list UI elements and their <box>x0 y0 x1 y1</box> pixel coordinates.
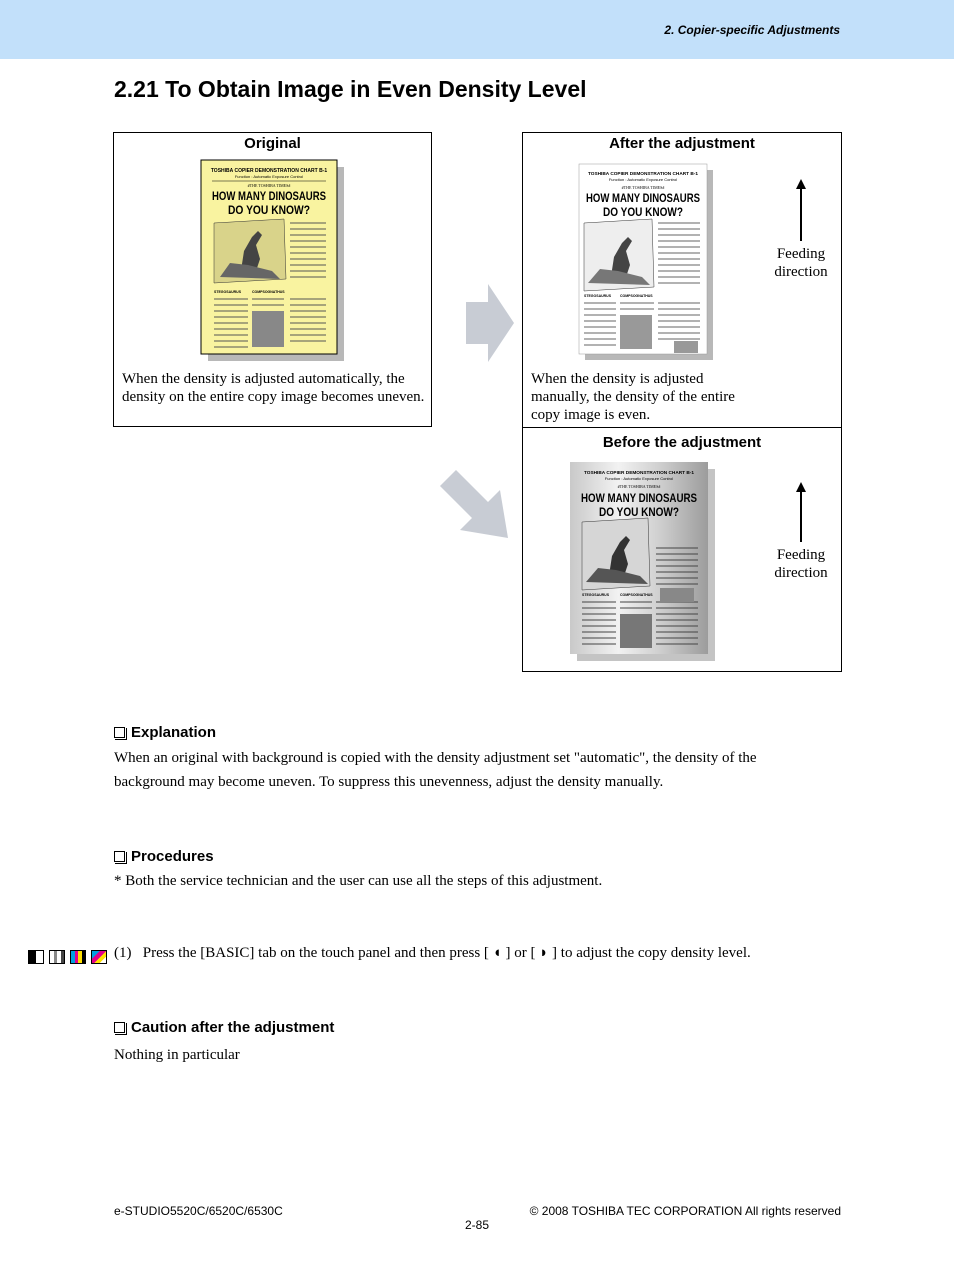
checkbox-bullet-icon <box>114 851 125 862</box>
explanation-heading <box>114 724 216 741</box>
footer-page-number: 2-85 <box>464 1218 490 1232</box>
diagonal-arrow-icon <box>440 470 510 540</box>
after-label: After the adjustment <box>609 135 755 152</box>
before-chart-col1: STEGOSAURUS <box>582 593 610 597</box>
section-header: 2. Copier-specific Adjustments <box>664 23 840 37</box>
before-document-image <box>570 462 716 662</box>
procedures-heading-text: Procedures <box>131 848 214 865</box>
after-chart-col1: STEGOSAURUS <box>584 294 612 298</box>
before-chart-line2: Function : Automatic Exposure Control <box>604 476 674 481</box>
chart-line3: #THE TOSHIBA TIMES# <box>247 183 291 188</box>
procedure-step-1 <box>114 941 834 965</box>
after-box <box>522 132 842 428</box>
page-title: 2.21 To Obtain Image in Even Density Level <box>114 76 587 102</box>
caution-heading-text: Caution after the adjustment <box>131 1019 335 1036</box>
after-chart-line1: TOSHIBA COPIER DEMONSTRATION CHART B-1 <box>588 171 699 176</box>
procedures-note: * Both the service technician and the user can use all the steps of this adjustment. <box>114 873 603 889</box>
original-label: Original <box>244 135 301 152</box>
procedures-heading <box>114 848 214 865</box>
before-box <box>522 427 842 672</box>
checkbox-bullet-icon <box>114 1022 125 1033</box>
chart-headline1: HOW MANY DINOSAURS <box>212 189 326 203</box>
full-color-mode-icon <box>70 950 86 964</box>
chart-line2: Function : Automatic Exposure Control <box>234 174 304 179</box>
right-arrow-icon <box>466 284 514 362</box>
after-chart-col2: COMPSOGNATHUS <box>620 294 653 298</box>
checkbox-bullet-icon <box>114 727 125 738</box>
after-document-image <box>578 163 714 361</box>
original-document-image <box>200 159 348 363</box>
chart-line1: TOSHIBA COPIER DEMONSTRATION CHART B-1 <box>210 168 328 174</box>
after-chart-headline2: DO YOU KNOW? <box>603 205 683 219</box>
caution-heading <box>114 1019 334 1036</box>
color-mode-icons <box>28 950 107 964</box>
auto-color-mode-icon <box>91 950 107 964</box>
after-feeding-direction: Feeding direction <box>774 246 828 280</box>
after-chart-line2: Function : Automatic Exposure Control <box>608 177 678 182</box>
explanation-heading-text: Explanation <box>131 724 217 741</box>
after-feed-arrow-icon <box>800 187 802 241</box>
chart-headline2: DO YOU KNOW? <box>228 203 310 217</box>
step-text: Press the [BASIC] tab on the touch panel and then press [ ◖ ] or [ ◗ ] to adjust the copy density level. <box>142 945 751 961</box>
original-box <box>113 132 432 427</box>
gray-mode-icon <box>49 950 65 964</box>
after-chart-line3: #THE TOSHIBA TIMES# <box>621 185 665 190</box>
original-caption: When the density is adjusted automatically, the density on the entire copy image becomes uneven. <box>122 371 425 405</box>
black-mode-icon <box>28 950 44 964</box>
step-number: (1) <box>114 945 132 961</box>
footer-copyright: © 2008 TOSHIBA TEC CORPORATION All rights reserved <box>529 1204 841 1218</box>
before-chart-headline2: DO YOU KNOW? <box>599 505 679 519</box>
before-feed-arrow-icon <box>800 490 802 542</box>
before-feeding-direction: Feeding direction <box>774 547 828 581</box>
before-label: Before the adjustment <box>602 434 762 451</box>
explanation-text: When an original with background is copied with the density adjustment set "automatic", the density of the background may become uneven. To suppress this unevenness, adjust the density manually. <box>114 750 757 790</box>
before-chart-col2: COMPSOGNATHUS <box>620 593 653 597</box>
chart-col2: COMPSOGNATHUS <box>252 290 285 294</box>
chart-col1: STEGOSAURUS <box>214 290 242 294</box>
after-caption: When the density is adjusted manually, the density of the entire copy image is even. <box>531 371 735 423</box>
caution-text: Nothing in particular <box>114 1047 240 1063</box>
before-chart-line1: TOSHIBA COPIER DEMONSTRATION CHART B-1 <box>584 470 695 475</box>
footer-model: e-STUDIO5520C/6520C/6530C <box>114 1204 283 1218</box>
before-chart-headline1: HOW MANY DINOSAURS <box>581 491 697 505</box>
before-chart-line3: #THE TOSHIBA TIMES# <box>617 484 661 489</box>
after-chart-headline1: HOW MANY DINOSAURS <box>586 191 700 205</box>
